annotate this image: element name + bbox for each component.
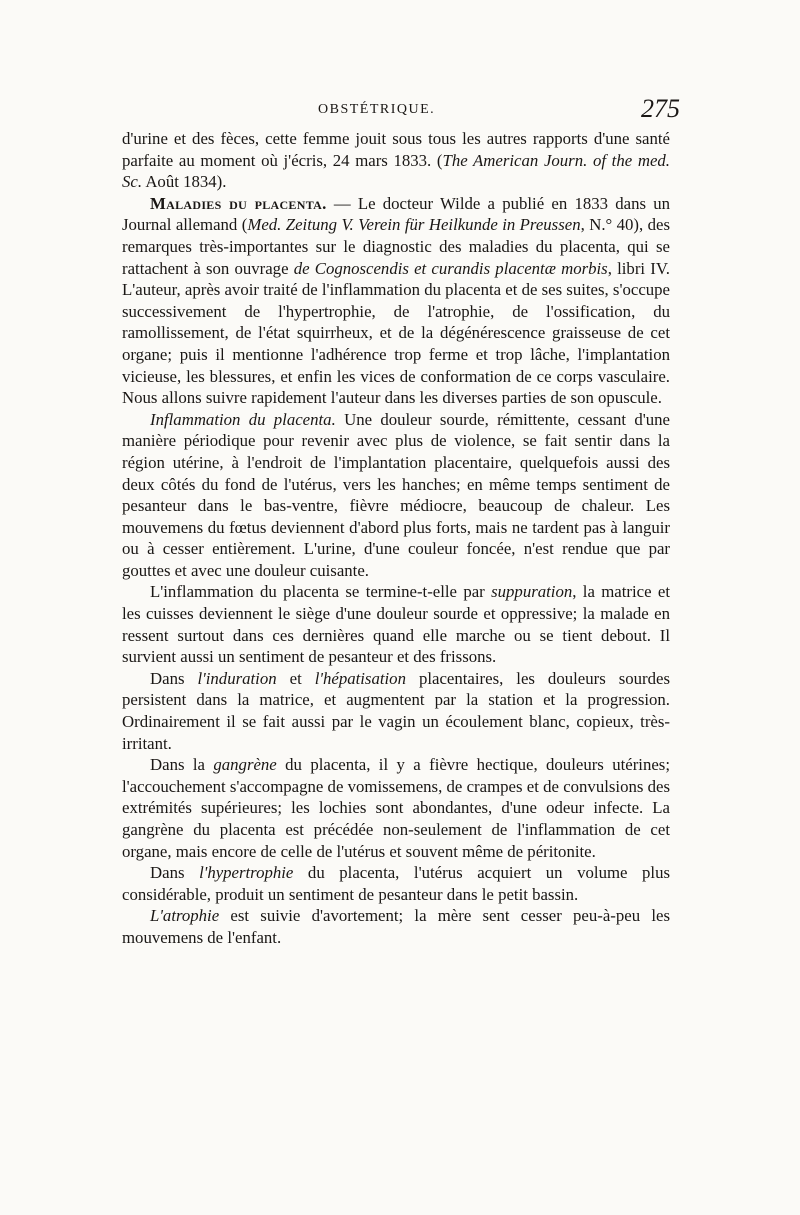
text-run: est suivie d'avortement; la mère sent cesser peu-à-peu les mouvemens de l'enfant. bbox=[122, 906, 670, 947]
text-run: L'inflammation du placenta se termine-t-elle par bbox=[150, 582, 492, 602]
journal-citation: Med. Zeitung V. Verein für Heilkunde in Preussen bbox=[247, 215, 581, 235]
text-run: Dans bbox=[150, 863, 200, 883]
italic-term: l'hépatisation bbox=[314, 668, 406, 688]
paragraph-gangrene bbox=[122, 754, 670, 862]
text-run: du placenta, l'utérus acquiert un volume plus considérable, produit un sentiment de pesanteur dans le petit bassin. bbox=[122, 863, 671, 904]
subsection-heading: Inflammation du placenta. bbox=[150, 409, 336, 429]
page-number: 275 bbox=[641, 94, 680, 123]
text-run: Dans la bbox=[150, 755, 214, 775]
paragraph-maladies-placenta bbox=[122, 193, 670, 409]
text-run: Une douleur sourde, rémittente, cessant d'une manière périodique pour revenir avec plus de violence, se fait sentir dans la région utérine, à l'endroit de l'implantation placentaire, quelquefois aussi des deux côtés du fond de l'utérus, vers les hanches; en même temps sentiment de pesanteur dans le bas-ventre, fièvre médiocre, beaucoup de chaleur. Les mouvemens du fœtus deviennent d'abord plus forts, mais ne tardent pas à languir ou à cesser entièrement. L'urine, d'une couleur foncée, n'est rendue que par gouttes et avec une douleur cuisante. bbox=[122, 409, 670, 580]
paragraph-inflammation bbox=[122, 409, 670, 582]
paragraph-continuation bbox=[122, 128, 670, 193]
italic-term: gangrène bbox=[213, 755, 277, 775]
text-run: placentaires, les douleurs sourdes persistent dans la matrice, et augmentent par la station et la progression. Ordinairement il se fait aussi par le vagin un écoulement blanc, copieux, très-irritant. bbox=[122, 668, 670, 753]
paragraph-atrophie bbox=[122, 905, 670, 948]
text-run: , N.° 40), des remarques très-importantes sur le diagnostic des maladies du placenta, qui se rattachent à son ouvrage bbox=[122, 215, 671, 278]
book-title: de Cognoscendis et curandis placentæ morbis bbox=[293, 258, 608, 278]
text-run: d'urine et des fèces, cette femme jouit sous tous les autres rapports d'une santé parfaite au moment où j'écris, 24 mars 1833. ( bbox=[122, 129, 670, 170]
paragraph-induration bbox=[122, 668, 670, 754]
italic-term: l'induration bbox=[197, 668, 277, 688]
text-run: et bbox=[276, 668, 315, 688]
italic-term: suppuration bbox=[491, 582, 573, 602]
italic-term: l'hypertrophie bbox=[199, 863, 294, 883]
section-heading: Maladies du placenta. bbox=[150, 193, 327, 213]
text-run: Août 1834). bbox=[142, 172, 227, 192]
text-run: — Le docteur Wilde a publié en 1833 dans un Journal allemand ( bbox=[122, 193, 670, 235]
paragraph-suppuration bbox=[122, 581, 670, 667]
paragraph-hypertrophie bbox=[122, 862, 670, 905]
text-run: , la matrice et les cuisses deviennent le siège d'une douleur sourde et oppressive; la malade en ressent surtout dans ces dernières quand elle marche ou se tient debout. Il survient aussi un sentiment de pesanteur et des frissons. bbox=[122, 582, 670, 667]
page-header bbox=[100, 94, 680, 124]
text-run: du placenta, il y a fièvre hectique, douleurs utérines; l'accouchement s'accompagne de vomissemens, de crampes et de convulsions des extrémités supérieures; les lochies sont abondantes, d'une odeur infecte. La gangrène du placenta est précédée non-seulement de l'inflammation de cet organe, mais encore de celle de l'utérus et souvent même de péritonite. bbox=[122, 755, 670, 861]
body-text bbox=[122, 128, 670, 949]
running-title: OBSTÉTRIQUE. bbox=[318, 102, 436, 117]
journal-citation: The American Journ. of the med. Sc. bbox=[122, 150, 670, 192]
italic-term: L'atrophie bbox=[150, 906, 220, 926]
text-run: , libri IV. L'auteur, après avoir traité de l'inflammation du placenta et de ses suites, s'occupe successivement de l'hypertrophie, de l'atrophie, de l'ossification, du ramollissement, de l'état squirrheux, et de la dégénérescence graisseuse de cet organe; puis il mentionne l'adhérence trop ferme et trop lâche, l'implantation vicieuse, les blessures, et enfin les vices de conformation de ce corps vasculaire. Nous allons suivre rapidement l'auteur dans les diverses parties de son opuscule. bbox=[122, 258, 670, 408]
text-run: Dans bbox=[150, 668, 198, 688]
